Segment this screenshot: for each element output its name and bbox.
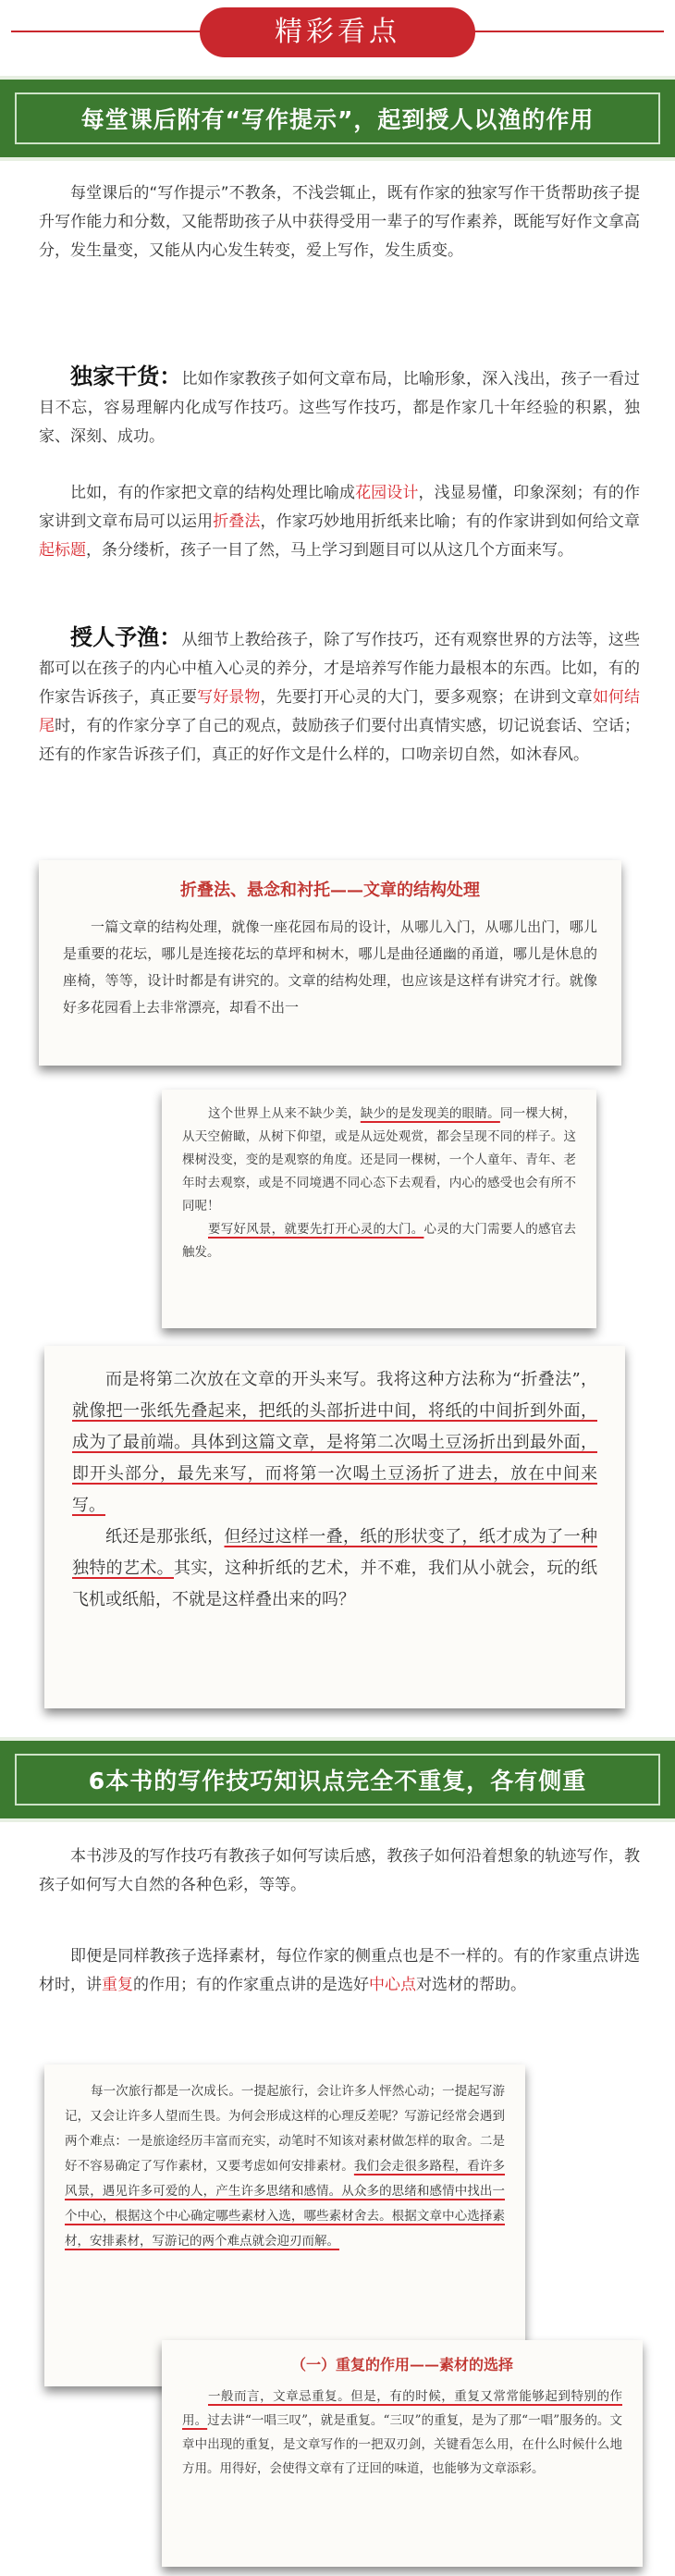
para3-text-a: 即便是同样教孩子选择素材，每位作家的侧重点也是不一样的。有的作家重点讲选材时，讲 [39,1947,640,1994]
book5-heading: （一）重复的作用——素材的选择 [290,2356,513,2373]
book2-text-a: 这个世界上从来不缺少美， [208,1106,361,1121]
ex-text-c: ，浅显易懂，印象深刻；有的作家讲到文章布局可以运用 [39,484,641,531]
para3-highlight-repeat: 重复 [102,1976,133,1994]
section-exclusive [39,363,640,451]
section-fishing [39,623,640,770]
ex-text-g: ，条分缕析，孩子一目了然，马上学习到题目可以从这几个方面来写。 [86,541,573,560]
ex-highlight-garden: 花园设计 [355,484,419,502]
book2-para1 [182,1103,576,1218]
book4-underline-center: 我们会走很多路程，看许多风景，遇见许多可爱的人，产生许多思绪和感情。从众多的思绪和感情中找出一个中心，根据这个中心确定哪些素材入选，哪些素材舍去。根据文章中心选择素材，安排素材，写游记的两个难点就会迎刃而解。 [65,2159,506,2249]
book2-text-c: 同一棵大树，从天空俯瞰，从树下仰望，或是从远处观赏，都会呈现不同的样子。这棵树没变，变的是观察的角度。还是同一棵树，一个人童年、青年、老年时去观察，或是不同境遇不同心态下去观看，内心的感受也会有所不同呢！ [182,1106,577,1214]
fishing-lead: 授人予渔： [70,624,182,650]
book3-underline-fold: 就像把一张纸先叠起来，把纸的头部折进中间，将纸的中间折到外面，成为了最前端。具体到这篇文章，是将第二次喝土豆汤折出到最外面，即开头部分，最先来写，而将第一次喝土豆汤折了进去，放在中间来写。 [72,1401,597,1515]
fishing-highlight-ending: 如何结尾 [39,688,641,735]
skills-paragraph: 本书涉及的写作技巧有教孩子如何写读后感，教孩子如何沿着想象的轨迹写作，教孩子如何写大自然的各种色彩，等等。 [39,1847,640,1894]
book1-text: 一篇文章的结构处理，就像一座花园布局的设计，从哪儿入门，从哪儿出门，哪儿是重要的花坛，哪儿是连接花坛的草坪和树木，哪儿是曲径通幽的甬道，哪儿是休息的座椅，等等，设计时都是有讲究的。文章的结构处理，也应该是这样有讲究才行。就像好多花园看上去非常漂亮，却看不出一 [63,918,597,1016]
book2-text-l2b: 心灵的大门需要人的感官去触发。 [182,1222,577,1260]
book3-para1 [72,1364,597,1522]
book2-para2 [182,1218,576,1264]
book-excerpt-folding [44,1346,625,1708]
section-banner-2 [0,1737,675,1822]
book3-para2 [72,1522,597,1616]
fishing-text-e: 时，有的作家分享了自己的观点，鼓励孩子们要付出真情实感，切记说套话、空话；还有的作家告诉孩子们，真正的好作文是什么样的，口吻亲切自然，如沐春风。 [39,717,640,764]
book4-text [65,2079,505,2254]
book3-text-p2c: 其实，这种折纸的艺术，并不难，我们从小就会，玩的纸飞机或纸船，不就是这样叠出来的吗？ [72,1559,597,1609]
fishing-highlight-scenery: 写好景物 [197,688,261,707]
material-paragraph [39,1942,640,2000]
book5-text [182,2385,622,2481]
book-excerpt-structure [39,860,621,1066]
ex-text-a: 比如，有的作家把文章的结构处理比喻成 [70,484,356,502]
page-title: 精彩看点 [200,7,475,57]
book1-heading: 折叠法、悬念和衬托——文章的结构处理 [180,881,480,900]
para3-text-c: 的作用；有的作家重点讲的是选好 [133,1976,369,1994]
ex-highlight-title: 起标题 [39,541,86,560]
banner-1-title: 每堂课后附有“写作提示”，起到授人以渔的作用 [15,92,660,144]
fishing-text-c: ，先要打开心灵的大门，要多观察；在讲到文章 [260,688,593,707]
book-excerpt-repetition [162,2340,643,2567]
exclusive-text: 比如作家教孩子如何文章布局，比喻形象，深入浅出，孩子一看过目不忘，容易理解内化成写作技巧。这些写作技巧，都是作家几十年经验的积累，独家、深刻、成功。 [39,370,641,446]
book-excerpt-travel [44,2064,525,2386]
book2-underline-scenery: 要写好风景，就要先打开心灵的大门。 [208,1222,424,1237]
book3-text-p2a: 纸还是那张纸， [105,1527,225,1547]
header [0,0,675,65]
ex-highlight-fold: 折叠法 [213,512,261,531]
exclusive-lead: 独家干货： [70,364,182,389]
fishing-text-a: 从细节上教给孩子，除了写作技巧，还有观察世界的方法等，这些都可以在孩子的内心中植入心灵的养分，才是培养写作能力最根本的东西。比如，有的作家告诉孩子，真正要 [39,631,641,707]
ex-text-e: ，作家巧妙地用折纸来比喻；有的作家讲到如何给文章 [260,512,641,531]
para3-text-e: 对选材的帮助。 [416,1976,526,1994]
book2-underline-eyes: 缺少的是发现美的眼睛。 [360,1106,500,1121]
section-banner-1 [0,76,675,161]
exclusive-examples [39,479,640,565]
intro-paragraph: 每堂课后的“写作提示”不教条，不浅尝辄止，既有作家的独家写作干货帮助孩子提升写作能力和分数，又能帮助孩子从中获得受用一辈子的写作素养，既能写好作文拿高分，发生量变，又能从内心发生转变，爱上写作，发生质变。 [39,184,640,260]
book5-text-b: 过去讲“一唱三叹”，就是重复。“三叹”的重复，是为了那“一唱”服务的。文章中出现的重复，是文章写作的一把双刃剑，关键看怎么用，在什么时候什么地方用。用得好，会使得文章有了迂回的味道，也能够为文章添彩。 [182,2413,622,2476]
banner-2-title: 6本书的写作技巧知识点完全不重复，各有侧重 [15,1754,660,1806]
book-excerpt-observe [162,1090,596,1328]
para3-highlight-center: 中心点 [369,1976,416,1994]
book5-underline-repeat: 一般而言，文章忌重复。但是，有的时候，重复又常常能够起到特别的作用。 [182,2389,622,2428]
book3-text-a: 而是将第二次放在文章的开头来写。我将这种方法称为“折叠法”， [105,1370,597,1389]
book4-text-a: 每一次旅行都是一次成长。一提起旅行，会让许多人怦然心动；一提起写游记，又会让许多人望而生畏。为何会形成这样的心理反差呢？写游记经常会遇到两个难点：一是旅途经历丰富而充实，动笔时不知该对素材做怎样的取舍。二是好不容易确定了写作素材，又要考虑如何安排素材。 [65,2084,505,2174]
book3-underline-art: 但经过这样一叠，纸的形状变了，纸才成为了一种独特的艺术。 [72,1527,597,1578]
